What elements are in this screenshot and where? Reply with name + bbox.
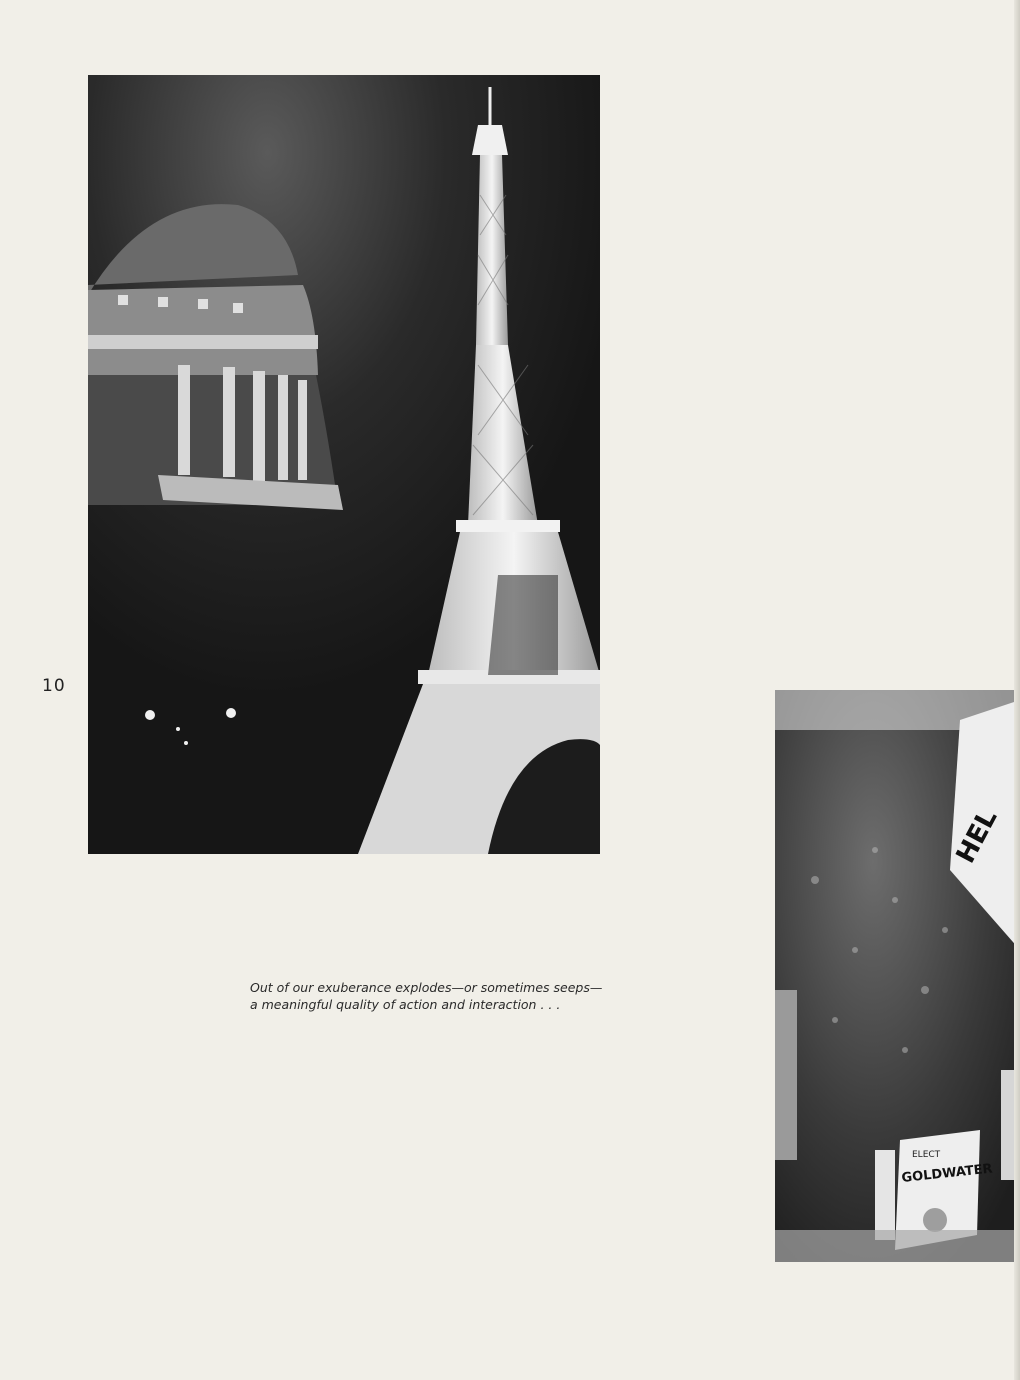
caption-line-2: a meaningful quality of action and interaction . . . [250,997,561,1012]
caption-line-1: Out of our exuberance explodes—or sometimes seeps— [250,980,603,995]
page-edge [1014,0,1020,1380]
rally-photo [775,690,1020,1262]
sign-fragment-text: HEL [950,804,1004,869]
sign-line-goldwater: GOLDWATER [900,1161,994,1186]
rally-image [775,690,1020,1262]
main-photo [88,75,600,854]
capitol-and-tower-image [88,75,600,854]
sign-line-elect: ELECT [912,1150,941,1160]
photo-caption [250,979,630,1013]
page-number: 10 [42,676,66,696]
